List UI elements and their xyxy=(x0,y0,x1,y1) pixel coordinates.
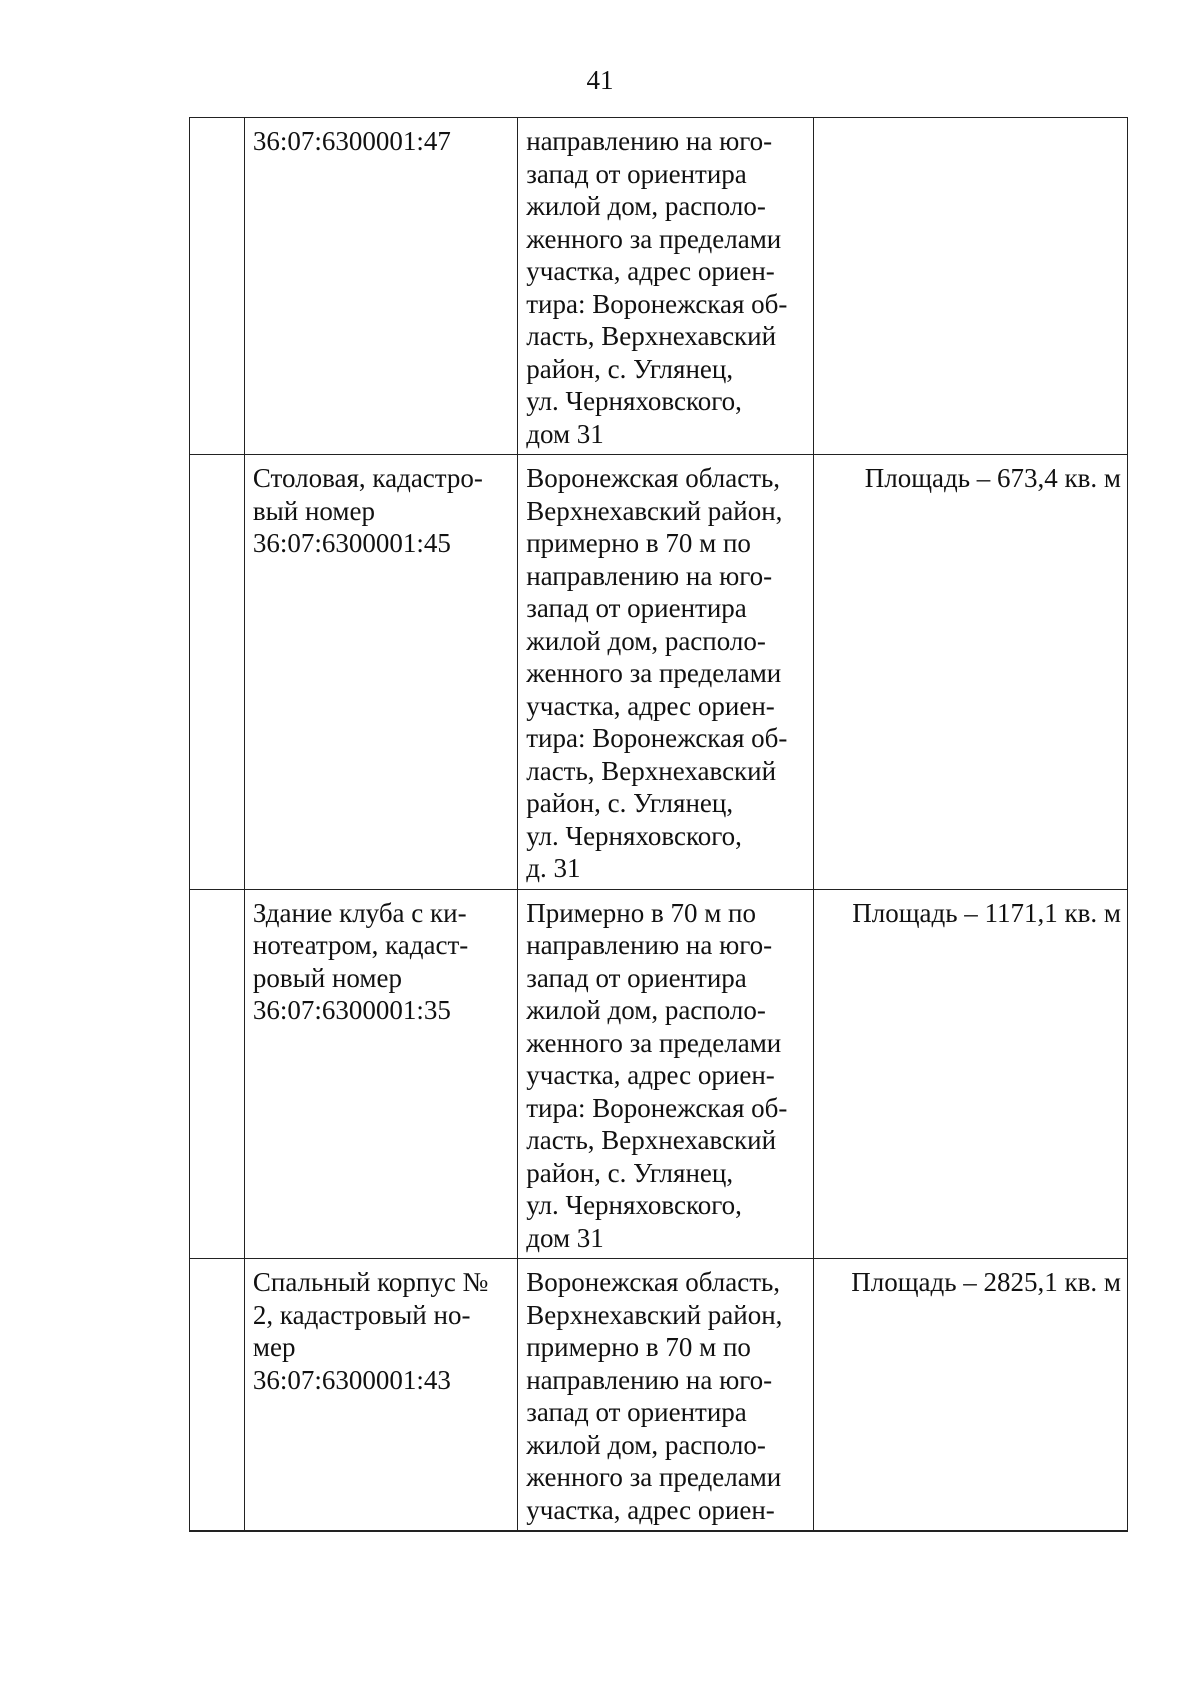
table-row xyxy=(190,1259,1128,1532)
row-number-cell xyxy=(190,889,245,1259)
address-cell: Примерно в 70 м по направлению на юго- запад от ориентира жилой дом, располо- женного за пределами участка, адрес ориен- тира: Воронежская об- ласть, Верхнехавский район, с. Углянец, ул. Черняховского, дом 31 xyxy=(518,889,814,1259)
address-cell: Воронежская область, Верхнехавский район, примерно в 70 м по направлению на юго- запад от ориентира жилой дом, располо- женного за пределами участка, адрес ориен- xyxy=(518,1259,814,1532)
table-row xyxy=(190,889,1128,1259)
row-number-cell xyxy=(190,118,245,455)
table-row xyxy=(190,455,1128,890)
object-name-cell: Спальный корпус № 2, кадастровый но- мер 36:07:6300001:43 xyxy=(244,1259,517,1532)
address-cell: направлению на юго- запад от ориентира жилой дом, располо- женного за пределами участка, адрес ориен- тира: Воронежская об- ласть, Верхнехавский район, с. Углянец, ул. Черняховского, дом 31 xyxy=(518,118,814,455)
row-number-cell xyxy=(190,1259,245,1532)
object-name-cell: Столовая, кадастро- вый номер 36:07:6300001:45 xyxy=(244,455,517,890)
area-cell xyxy=(813,118,1127,455)
area-cell: Площадь – 1171,1 кв. м xyxy=(813,889,1127,1259)
property-table xyxy=(189,117,1128,1532)
object-name-cell: 36:07:6300001:47 xyxy=(244,118,517,455)
area-cell: Площадь – 673,4 кв. м xyxy=(813,455,1127,890)
object-name-cell: Здание клуба с ки- нотеатром, кадаст- ровый номер 36:07:6300001:35 xyxy=(244,889,517,1259)
page-number: 41 xyxy=(586,65,614,95)
area-cell: Площадь – 2825,1 кв. м xyxy=(813,1259,1127,1532)
row-number-cell xyxy=(190,455,245,890)
table-row xyxy=(190,118,1128,455)
address-cell: Воронежская область, Верхнехавский район, примерно в 70 м по направлению на юго- запад от ориентира жилой дом, располо- женного за пределами участка, адрес ориен- тира: Воронежская об- ласть, Верхнехавский район, с. Углянец, ул. Черняховского, д. 31 xyxy=(518,455,814,890)
